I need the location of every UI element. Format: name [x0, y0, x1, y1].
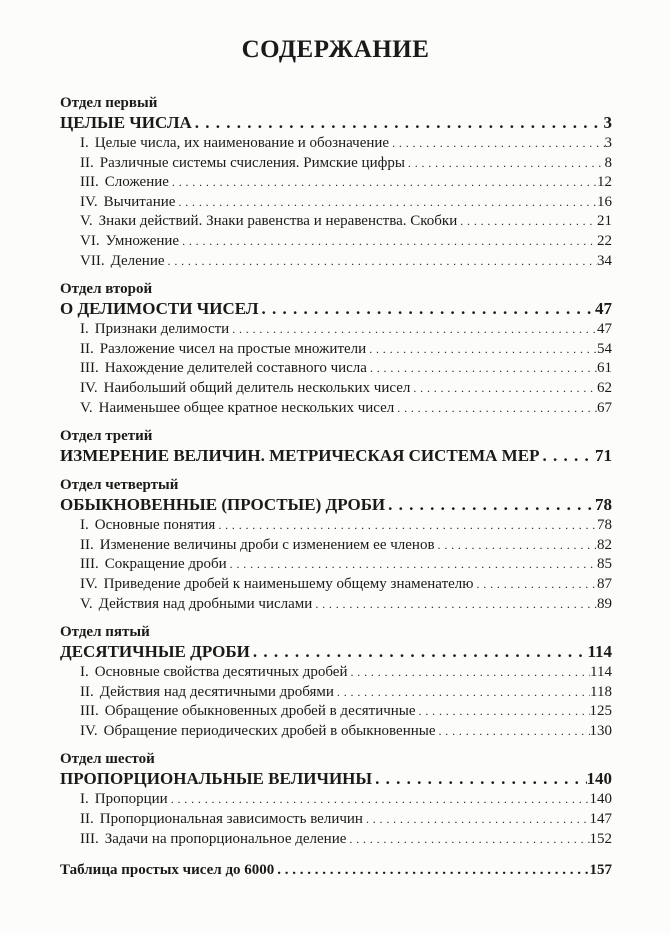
dot-leader: [372, 768, 586, 790]
toc-entry: [60, 134, 612, 154]
page-number: 78: [597, 517, 612, 534]
entry-title: Сложение: [104, 174, 169, 191]
toc-entry: [60, 212, 612, 232]
dot-leader: [366, 340, 597, 360]
page-number: 114: [587, 642, 612, 662]
entry-number: V.: [80, 213, 93, 230]
toc-entry: [60, 810, 612, 830]
section-label: Отдел пятый: [60, 624, 150, 641]
page-number: 8: [604, 154, 612, 171]
toc-section: [60, 280, 612, 418]
entry-title: Действия над десятичными дробями: [99, 683, 334, 700]
entry-title: Приведение дробей к наименьшему общему знаменателю: [103, 575, 474, 592]
page-number: 47: [597, 321, 612, 338]
toc-section: [60, 427, 612, 467]
page-number: 47: [595, 299, 612, 319]
entry-title: Задачи на пропорциональное деление: [104, 830, 347, 847]
page-number: 157: [589, 862, 612, 879]
dot-leader: [227, 555, 597, 575]
entry-number: II.: [80, 811, 94, 828]
page-number: 21: [597, 213, 612, 230]
entry-number: V.: [80, 399, 93, 416]
dot-leader: [385, 494, 595, 516]
dot-leader: [394, 399, 597, 419]
toc-entry: [60, 595, 612, 615]
toc-entry: [60, 252, 612, 272]
entry-title: Пропорциональная зависимость величин: [99, 811, 363, 828]
toc-section: [60, 750, 612, 849]
entry-title: Целые числа, их наименование и обозначение: [94, 135, 390, 151]
entry-title: Пропорции: [94, 791, 168, 808]
entry-number: III.: [80, 830, 99, 847]
toc-entry: [60, 399, 612, 419]
toc-entry: [60, 193, 612, 213]
dot-leader: [250, 641, 588, 663]
section-heading: [60, 641, 612, 663]
page-number: 130: [589, 722, 612, 739]
toc-entry: [60, 173, 612, 193]
toc-entry: [60, 536, 612, 556]
entry-title: ИЗМЕРЕНИЕ ВЕЛИЧИН. МЕТРИЧЕСКАЯ СИСТЕМА МЕР: [60, 446, 540, 466]
dot-leader: [179, 232, 597, 252]
toc-entry: [60, 702, 612, 722]
section-label: Отдел второй: [60, 281, 153, 298]
entry-number: I.: [80, 321, 89, 338]
entry-number: III.: [80, 360, 99, 377]
toc-entry: [60, 555, 612, 575]
page-number: 82: [597, 536, 612, 553]
section-heading: [60, 445, 612, 467]
toc-entry: [60, 359, 612, 379]
dot-leader: [389, 134, 604, 154]
entry-title: Действия над дробными числами: [98, 595, 313, 612]
toc-section: [60, 476, 612, 614]
page-number: 140: [589, 791, 612, 808]
entry-number: III.: [80, 556, 99, 573]
entry-title: Вычитание: [103, 193, 176, 210]
toc-entry: [60, 320, 612, 340]
section-heading: [60, 768, 612, 790]
page-title: СОДЕРЖАНИЕ: [241, 36, 430, 63]
dot-leader: [457, 212, 597, 232]
entry-number: II.: [80, 154, 94, 171]
entry-title: ДЕСЯТИЧНЫЕ ДРОБИ: [60, 642, 250, 662]
page-number: 87: [597, 575, 612, 592]
page-number: 114: [590, 664, 612, 681]
toc-entry: [60, 516, 612, 536]
page-number: 54: [597, 340, 612, 357]
dot-leader: [436, 722, 590, 742]
dot-leader: [346, 830, 589, 850]
entry-number: I.: [80, 791, 89, 808]
entry-title: Основные понятия: [94, 517, 216, 534]
entry-title: Нахождение делителей составного числа: [104, 360, 367, 377]
page-number: 3: [603, 113, 612, 132]
entry-title: Наибольший общий делитель нескольких чисел: [103, 379, 411, 396]
entry-title: Деление: [110, 252, 165, 269]
entry-title: Основные свойства десятичных дробей: [94, 664, 348, 681]
dot-leader: [435, 536, 597, 556]
toc-section: [60, 623, 612, 741]
entry-title: Разложение чисел на простые множители: [99, 340, 367, 357]
dot-leader: [348, 663, 591, 683]
page-number: 140: [586, 769, 612, 789]
entry-title: Обращение периодических дробей в обыкновенные: [103, 722, 436, 739]
final-entry: [60, 861, 612, 880]
dot-leader: [539, 445, 595, 467]
dot-leader: [363, 810, 590, 830]
dot-leader: [410, 379, 597, 399]
section-heading: [60, 494, 612, 516]
section-label: Отдел шестой: [60, 751, 155, 768]
section-label: Отдел первый: [60, 95, 158, 111]
dot-leader: [215, 516, 597, 536]
entry-number: III.: [80, 703, 99, 720]
dot-leader: [367, 359, 597, 379]
entry-title: ОБЫКНОВЕННЫЕ (ПРОСТЫЕ) ДРОБИ: [60, 495, 386, 515]
dot-leader: [175, 193, 597, 213]
page-number: 67: [597, 399, 612, 416]
entry-title: ЦЕЛЫЕ ЧИСЛА: [60, 113, 192, 132]
entry-number: III.: [80, 174, 99, 191]
section-heading: [60, 112, 612, 134]
page-number: 147: [589, 811, 612, 828]
entry-title: Умножение: [105, 232, 180, 249]
entry-title: О ДЕЛИМОСТИ ЧИСЕЛ: [60, 299, 259, 319]
entry-title: Наименьшее общее кратное нескольких чисел: [98, 399, 395, 416]
page-number: 89: [597, 595, 612, 612]
dot-leader: [312, 595, 597, 615]
dot-leader: [165, 252, 597, 272]
page-number: 125: [589, 703, 612, 720]
entry-title: Таблица простых чисел до 6000: [60, 862, 275, 879]
entry-number: II.: [80, 683, 94, 700]
page-number: 61: [597, 360, 612, 377]
dot-leader: [416, 702, 590, 722]
page-number: 118: [590, 683, 612, 700]
dot-leader: [169, 173, 597, 193]
toc-entry: [60, 232, 612, 252]
entry-number: V.: [80, 595, 93, 612]
entry-number: I.: [80, 135, 89, 151]
toc-entry: [60, 830, 612, 850]
entry-number: IV.: [80, 379, 98, 396]
prime-table-entry: [60, 861, 612, 880]
entry-number: IV.: [80, 193, 98, 210]
entry-number: I.: [80, 517, 89, 534]
page-number: 22: [597, 232, 612, 249]
toc-section: [60, 94, 612, 271]
entry-title: Сокращение дроби: [104, 556, 227, 573]
dot-leader: [334, 683, 590, 703]
toc-entry: [60, 722, 612, 742]
section-heading: [60, 298, 612, 320]
dot-leader: [168, 790, 590, 810]
entry-title: Различные системы счисления. Римские цифры: [99, 154, 405, 171]
entry-title: Изменение величины дроби с изменением ее членов: [99, 536, 435, 553]
dot-leader: [259, 298, 596, 320]
toc-entry: [60, 663, 612, 683]
section-label: Отдел четвертый: [60, 477, 179, 494]
entry-number: I.: [80, 664, 89, 681]
dot-leader: [474, 575, 598, 595]
toc-entry: [60, 575, 612, 595]
entry-number: II.: [80, 340, 94, 357]
toc-entry: [60, 154, 612, 174]
entry-number: II.: [80, 536, 94, 553]
page-number: 152: [589, 830, 612, 847]
dot-leader: [274, 861, 589, 880]
page-number: 62: [597, 379, 612, 396]
entry-number: IV.: [80, 575, 98, 592]
page-number: 34: [597, 252, 612, 269]
toc-entry: [60, 683, 612, 703]
entry-title: Знаки действий. Знаки равенства и неравенства. Скобки: [98, 213, 458, 230]
entry-number: VI.: [80, 232, 100, 249]
toc-entry: [60, 340, 612, 360]
page-number: 16: [597, 193, 612, 210]
page-number: 78: [595, 495, 612, 515]
entry-title: Признаки делимости: [94, 321, 230, 338]
page-number: 85: [597, 556, 612, 573]
entry-number: IV.: [80, 722, 98, 739]
dot-leader: [405, 154, 605, 174]
dot-leader: [229, 320, 597, 340]
entry-title: ПРОПОРЦИОНАЛЬНЫЕ ВЕЛИЧИНЫ: [60, 769, 373, 789]
toc-entry: [60, 790, 612, 810]
entry-number: VII.: [80, 252, 105, 269]
page-number: 3: [604, 135, 612, 151]
toc-sections: [60, 94, 612, 880]
page-number: 12: [597, 174, 612, 191]
toc-entry: [60, 379, 612, 399]
dot-leader: [192, 112, 604, 134]
page-number: 71: [595, 446, 612, 466]
section-label: Отдел третий: [60, 428, 153, 445]
entry-title: Обращение обыкновенных дробей в десятичные: [104, 703, 416, 720]
